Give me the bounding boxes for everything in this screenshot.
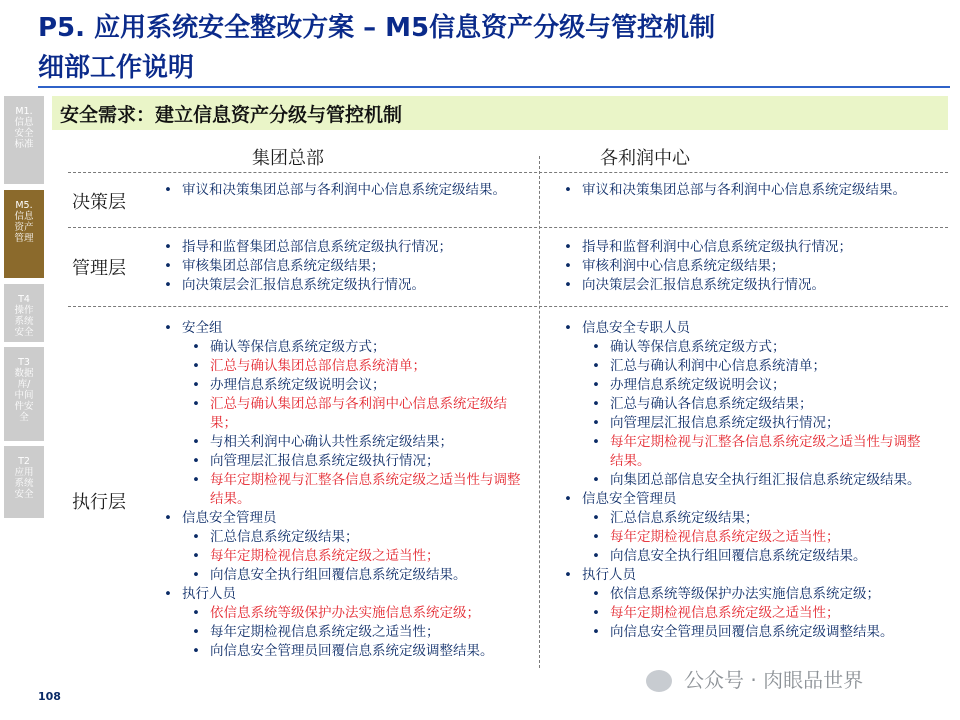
sidebar-tab-m1[interactable] [4, 96, 44, 184]
cell-decision-pc [562, 181, 932, 200]
sidebar-tab-label: T3 [18, 357, 30, 368]
cell-management-pc [562, 238, 932, 295]
cell-management-hq [162, 238, 532, 295]
list-item: • 信息安全管理员 [162, 509, 532, 528]
column-header-hq: 集团总部 [252, 148, 324, 169]
list-item: • 指导和监督利润中心信息系统定级执行情况； [562, 238, 932, 257]
list-item: • 每年定期检视与汇整各信息系统定级之适当性与调整结果。 [562, 433, 932, 471]
list-item: • 指导和监督集团总部信息系统定级执行情况； [162, 238, 532, 257]
wechat-logo-icon [646, 670, 672, 692]
list-item: • 汇总与确认集团总部与各利润中心信息系统定级结果； [162, 395, 532, 433]
list-item: • 每年定期检视信息系统定级之适当性； [162, 547, 532, 566]
list-item: • 审核集团总部信息系统定级结果； [162, 257, 532, 276]
list-item: • 向信息安全管理员回覆信息系统定级调整结果。 [162, 642, 532, 661]
list-item: • 向信息安全执行组回覆信息系统定级结果。 [562, 547, 932, 566]
cell-execution-pc [562, 319, 932, 642]
list-item: • 汇总与确认集团总部信息系统清单； [162, 357, 532, 376]
list-item: • 确认等保信息系统定级方式； [562, 338, 932, 357]
sidebar-tab-label: 库/ [17, 379, 31, 390]
requirement-banner [52, 96, 948, 130]
sidebar-tab-label: 系统 [14, 478, 34, 489]
sidebar-tab-label: 安全 [14, 128, 34, 139]
row-label-execution: 执行层 [72, 492, 126, 513]
list-item: • 每年定期检视信息系统定级之适当性； [562, 528, 932, 547]
page-number: 108 [38, 690, 61, 703]
sidebar-tab-t4[interactable] [4, 284, 44, 342]
sidebar-tab-t2[interactable] [4, 446, 44, 518]
list-item: • 依信息系统等级保护办法实施信息系统定级； [162, 604, 532, 623]
list-item: • 执行人员 [162, 585, 532, 604]
list-item: • 向管理层汇报信息系统定级执行情况； [162, 452, 532, 471]
sidebar-tab-label: 信息 [14, 211, 34, 222]
cell-decision-hq [162, 181, 532, 200]
sidebar-tab-label: 安全 [14, 327, 34, 338]
requirement-text: 安全需求：建立信息资产分级与管控机制 [60, 104, 403, 126]
sidebar-tab-label: M5. [15, 200, 33, 211]
list-item: • 办理信息系统定级说明会议； [162, 376, 532, 395]
title-line-2: 细部工作说明 [38, 53, 195, 83]
title-line-1: P5. 应用系统安全整改方案 – M5信息资产分级与管控机制 [38, 13, 716, 43]
list-item: • 每年定期检视信息系统定级之适当性； [562, 604, 932, 623]
list-item: • 确认等保信息系统定级方式； [162, 338, 532, 357]
sidebar-tab-label: 操作 [14, 305, 34, 316]
cell-execution-hq [162, 319, 532, 661]
list-item: • 汇总信息系统定级结果； [162, 528, 532, 547]
row-divider [68, 306, 948, 307]
sidebar-tab-label: 数据 [14, 368, 34, 379]
row-label-management: 管理层 [72, 258, 126, 279]
row-label-decision: 决策层 [72, 192, 126, 213]
list-item: • 向管理层汇报信息系统定级执行情况； [562, 414, 932, 433]
sidebar-tab-label: 管理 [14, 233, 34, 244]
page-title [38, 8, 918, 88]
list-item: • 向信息安全管理员回覆信息系统定级调整结果。 [562, 623, 932, 642]
list-item: • 向决策层会汇报信息系统定级执行情况。 [162, 276, 532, 295]
list-item: • 汇总与确认利润中心信息系统清单； [562, 357, 932, 376]
list-item: • 每年定期检视信息系统定级之适当性； [162, 623, 532, 642]
list-item: • 信息安全管理员 [562, 490, 932, 509]
list-item: • 向决策层会汇报信息系统定级执行情况。 [562, 276, 932, 295]
sidebar-tab-label: 系统 [14, 316, 34, 327]
list-item: • 汇总信息系统定级结果； [562, 509, 932, 528]
list-item: • 审议和决策集团总部与各利润中心信息系统定级结果。 [562, 181, 932, 200]
row-divider [68, 227, 948, 228]
list-item: • 审议和决策集团总部与各利润中心信息系统定级结果。 [162, 181, 532, 200]
list-item: • 审核利润中心信息系统定级结果； [562, 257, 932, 276]
sidebar-tab-label: T2 [18, 456, 30, 467]
list-item: • 依信息系统等级保护办法实施信息系统定级； [562, 585, 932, 604]
column-header-profit-centers: 各利润中心 [600, 148, 690, 169]
list-item: • 向信息安全执行组回覆信息系统定级结果。 [162, 566, 532, 585]
list-item: • 每年定期检视与汇整各信息系统定级之适当性与调整结果。 [162, 471, 532, 509]
list-item: • 执行人员 [562, 566, 932, 585]
list-item: • 向集团总部信息安全执行组汇报信息系统定级结果。 [562, 471, 932, 490]
sidebar-tab-label: 信息 [14, 117, 34, 128]
list-item: • 信息安全专职人员 [562, 319, 932, 338]
title-divider [38, 86, 950, 88]
list-item: • 安全组 [162, 319, 532, 338]
sidebar-tab-t3[interactable] [4, 347, 44, 441]
sidebar-tab-label: T4 [18, 294, 30, 305]
column-divider [539, 156, 540, 668]
sidebar-tab-label: 应用 [14, 467, 34, 478]
sidebar-tab-label: 安全 [14, 489, 34, 500]
sidebar-tab-label: M1. [15, 106, 33, 117]
sidebar-tab-label: 件安 [14, 401, 34, 412]
sidebar-tab-label: 中间 [14, 390, 34, 401]
sidebar-tab-m5[interactable] [4, 190, 44, 278]
sidebar-tab-label: 全 [19, 412, 29, 423]
list-item: • 汇总与确认各信息系统定级结果； [562, 395, 932, 414]
row-divider [68, 172, 948, 173]
sidebar-tab-label: 资产 [14, 222, 34, 233]
list-item: • 与相关利润中心确认共性系统定级结果； [162, 433, 532, 452]
sidebar-tab-label: 标准 [14, 139, 34, 150]
list-item: • 办理信息系统定级说明会议； [562, 376, 932, 395]
watermark-text: 公众号 · 肉眼品世界 [684, 668, 864, 692]
